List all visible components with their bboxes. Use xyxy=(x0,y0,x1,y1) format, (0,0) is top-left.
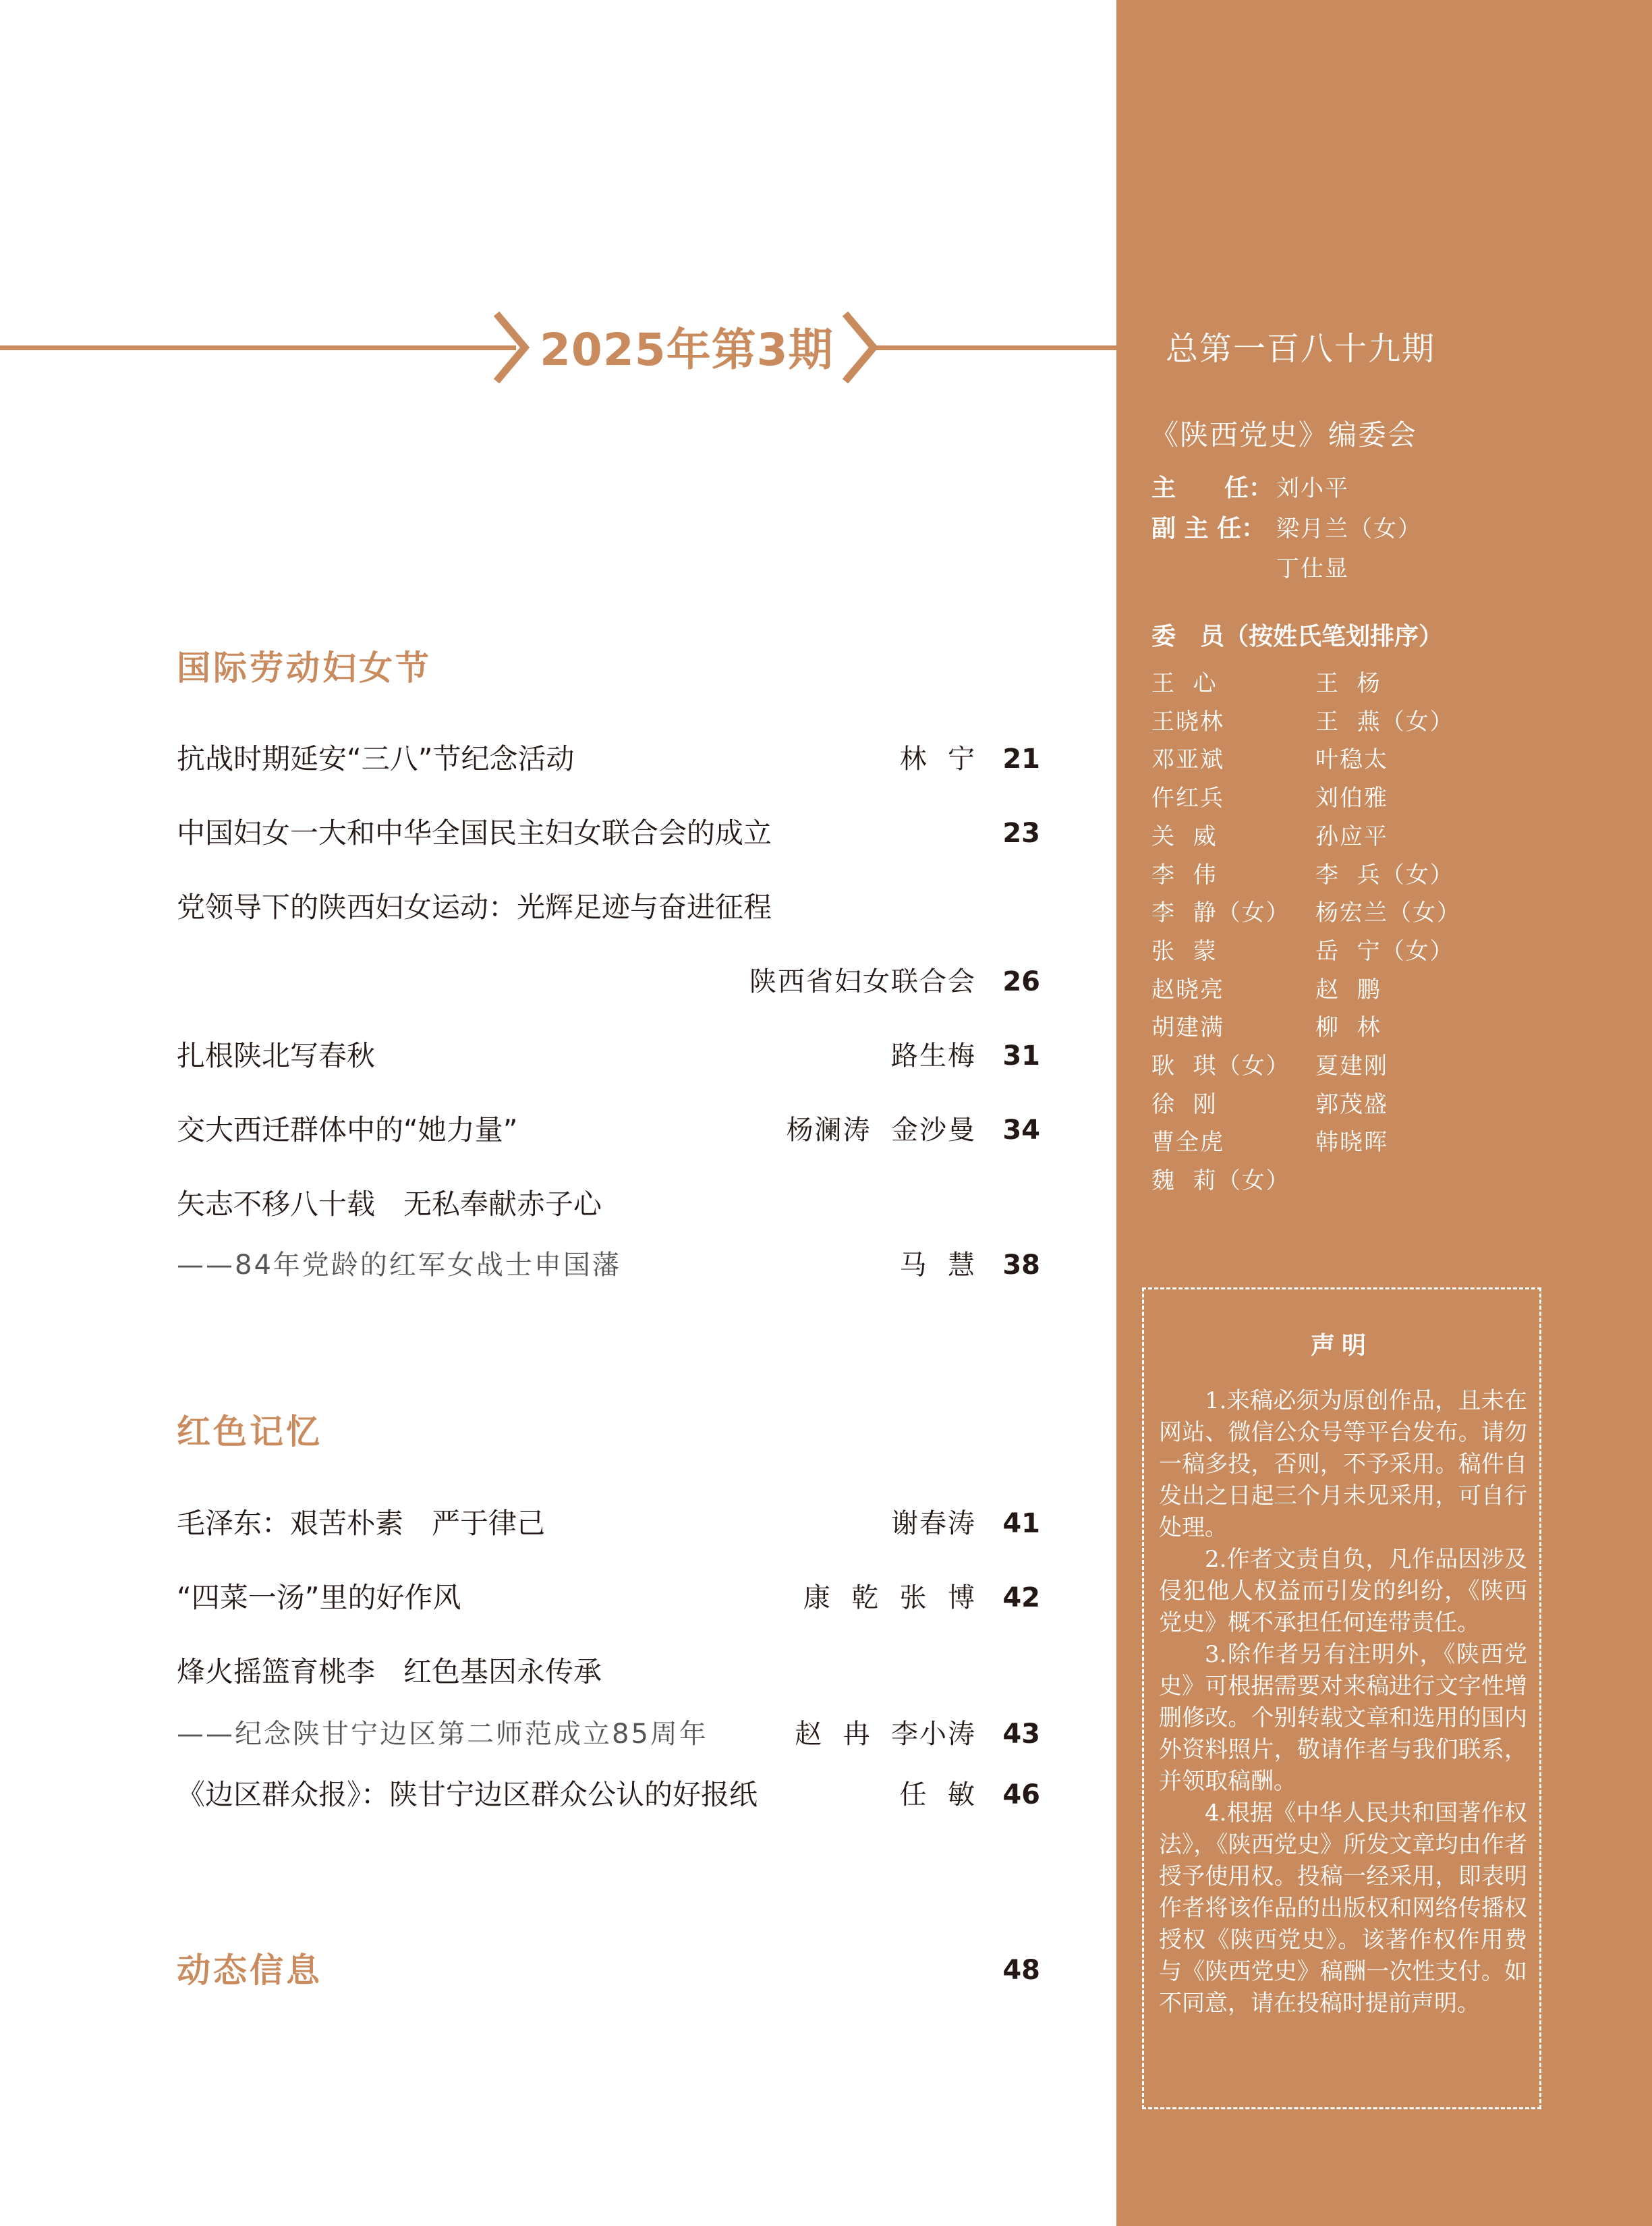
member-name: 耿 琪（女） xyxy=(1151,1053,1290,1080)
total-issue: 总第一百八十九期 xyxy=(1166,330,1436,368)
chevron-right-icon xyxy=(491,310,532,385)
section-title: 动态信息 xyxy=(177,1951,322,1990)
notice-paragraph: 3.除作者另有注明外，《陕西党史》可根据需要对来稿进行文字性增删修改。个别转载文章和选用的国内外资料照片，敬请作者与我们联系，并领取稿酬。 xyxy=(1159,1641,1527,1795)
toc-entry[interactable] xyxy=(177,1714,1040,1754)
toc-entry[interactable] xyxy=(177,1578,1040,1618)
article-author: 任 敏 xyxy=(899,1779,976,1810)
toc-entry[interactable] xyxy=(177,1245,1040,1285)
page-number: 46 xyxy=(1002,1779,1040,1810)
member-name: 韩晓晖 xyxy=(1315,1129,1388,1156)
article-author: 赵 冉 李小涛 xyxy=(795,1719,976,1750)
page-number: 48 xyxy=(1002,1955,1040,1986)
member-name: 魏 莉（女） xyxy=(1151,1167,1290,1194)
member-name: 徐 刚 xyxy=(1151,1091,1218,1118)
deputy-name: 梁月兰（女） xyxy=(1276,516,1422,542)
member-name: 赵晓亮 xyxy=(1151,976,1224,1003)
header-line-right xyxy=(870,345,1116,350)
page-number: 23 xyxy=(1002,818,1040,849)
article-author: 路生梅 xyxy=(891,1040,976,1072)
toc-entry[interactable] xyxy=(177,1652,1040,1692)
article-title: 交大西迁群体中的“她力量” xyxy=(177,1113,518,1146)
article-author: 康 乾 张 博 xyxy=(803,1582,976,1613)
page-number: 31 xyxy=(1002,1040,1040,1072)
toc-entry[interactable] xyxy=(177,1036,1040,1076)
page-number: 43 xyxy=(1002,1719,1040,1750)
toc-entry[interactable] xyxy=(177,1110,1040,1150)
director-name: 刘小平 xyxy=(1276,475,1349,502)
article-title: 党领导下的陕西妇女运动：光辉足迹与奋进征程 xyxy=(177,891,772,924)
toc-entry[interactable] xyxy=(177,739,1040,779)
member-name: 李 兵（女） xyxy=(1315,862,1454,889)
member-name: 夏建刚 xyxy=(1315,1053,1388,1080)
toc-entry[interactable] xyxy=(177,1503,1040,1544)
member-name: 胡建满 xyxy=(1151,1014,1224,1041)
member-name: 王 杨 xyxy=(1315,670,1382,697)
page-number: 34 xyxy=(1002,1115,1040,1146)
member-name: 王晓林 xyxy=(1151,708,1224,735)
member-name: 赵 鹏 xyxy=(1315,976,1382,1003)
notice-paragraph: 2.作者文责自负，凡作品因涉及侵犯他人权益而引发的纠纷，《陕西党史》概不承担任何连带责任。 xyxy=(1159,1546,1527,1636)
member-name: 关 威 xyxy=(1151,823,1218,850)
page-number: 26 xyxy=(1002,966,1040,997)
member-name: 杨宏兰（女） xyxy=(1315,899,1461,926)
article-title: 矢志不移八十载 无私奉献赤子心 xyxy=(177,1188,602,1221)
member-name: 邓亚斌 xyxy=(1151,746,1224,773)
article-author: 马 慧 xyxy=(899,1250,976,1281)
member-name: 岳 宁（女） xyxy=(1315,938,1454,965)
notice-title: 声明 xyxy=(1310,1331,1373,1360)
member-name: 张 蒙 xyxy=(1151,938,1218,965)
article-author: 杨澜涛 金沙曼 xyxy=(786,1115,976,1146)
board-title: 《陕西党史》编委会 xyxy=(1150,418,1418,451)
article-author: 陕西省妇女联合会 xyxy=(749,966,976,997)
toc-entry[interactable] xyxy=(177,813,1040,854)
member-name: 柳 林 xyxy=(1315,1014,1382,1041)
members-label: 委 员（按姓氏笔划排序） xyxy=(1151,623,1444,650)
notice-paragraph: 1.来稿必须为原创作品，且未在网站、微信公众号等平台发布。请勿一稿多投，否则，不予采用。稿件自发出之日起三个月未见采用，可自行处理。 xyxy=(1159,1387,1527,1541)
member-name: 王 燕（女） xyxy=(1315,708,1454,735)
article-title: 中国妇女一大和中华全国民主妇女联合会的成立 xyxy=(177,816,772,850)
article-subtitle: ——纪念陕甘宁边区第二师范成立85周年 xyxy=(177,1719,708,1750)
article-title: 扎根陕北写春秋 xyxy=(177,1039,376,1072)
toc-entry[interactable] xyxy=(177,887,1040,928)
section-title: 红色记忆 xyxy=(177,1412,322,1451)
header-line-left xyxy=(0,345,516,350)
section-title: 国际劳动妇女节 xyxy=(177,648,432,688)
article-author: 谢春涛 xyxy=(891,1508,976,1539)
page-number: 38 xyxy=(1002,1250,1040,1281)
article-title: 抗战时期延安“三八”节纪念活动 xyxy=(177,742,575,775)
director-label: 主 任： xyxy=(1151,474,1274,502)
article-title: “四菜一汤”里的好作风 xyxy=(177,1581,461,1614)
toc-entry[interactable] xyxy=(177,1184,1040,1225)
notice-paragraph: 4.根据《中华人民共和国著作权法》，《陕西党史》所发文章均由作者授予使用权。投稿一经采用，即表明作者将该作品的出版权和网络传播权授权《陕西党史》。该著作权作用费与《陕西党史》稿酬一次性支付。如不同意，请在投稿时提前声明。 xyxy=(1159,1800,1527,2017)
toc-entry[interactable] xyxy=(177,1950,1040,1991)
member-name: 叶稳太 xyxy=(1315,746,1388,773)
member-name: 仵红兵 xyxy=(1151,785,1224,812)
article-title: 《边区群众报》：陕甘宁边区群众公认的好报纸 xyxy=(177,1778,758,1811)
notice-body xyxy=(1159,1385,1527,2020)
member-name: 刘伯雅 xyxy=(1315,785,1388,812)
article-title: 烽火摇篮育桃李 红色基因永传承 xyxy=(177,1655,602,1688)
member-name: 孙应平 xyxy=(1315,823,1388,850)
deputy-label: 副 主 任： xyxy=(1151,515,1266,542)
page-number: 41 xyxy=(1002,1508,1040,1539)
member-name: 李 伟 xyxy=(1151,862,1218,889)
member-name: 王 心 xyxy=(1151,670,1218,697)
member-name: 郭茂盛 xyxy=(1315,1091,1388,1118)
page-number: 42 xyxy=(1002,1582,1040,1613)
issue-label: 2025年第3期 xyxy=(540,324,834,376)
page-number: 21 xyxy=(1002,744,1040,775)
deputy-name: 丁仕显 xyxy=(1276,555,1349,582)
toc-entry[interactable] xyxy=(177,1775,1040,1815)
article-author: 林 宁 xyxy=(899,744,976,775)
member-name: 曹全虎 xyxy=(1151,1129,1224,1156)
article-subtitle: ——84年党龄的红军女战士申国藩 xyxy=(177,1250,621,1281)
article-title: 毛泽东：艰苦朴素 严于律己 xyxy=(177,1507,546,1540)
member-name: 李 静（女） xyxy=(1151,899,1290,926)
toc-entry[interactable] xyxy=(177,962,1040,1002)
notice-box xyxy=(1142,1287,1541,2109)
